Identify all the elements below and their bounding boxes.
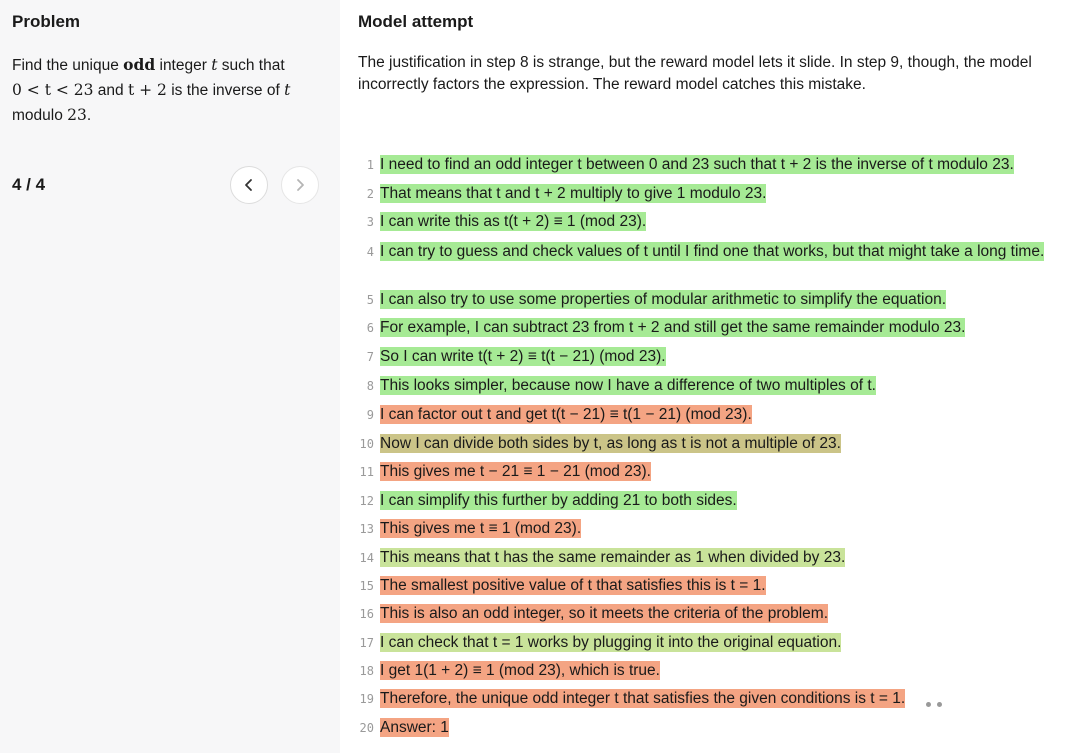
- step-number: 14: [359, 551, 374, 565]
- step-text: That means that t and t + 2 multiply to give 1 modulo 23.: [380, 185, 767, 202]
- step-number: 20: [359, 721, 374, 735]
- step-text: This looks simpler, because now I have a difference of two multiples of t.: [380, 377, 876, 394]
- step-text: I can try to guess and check values of t until I find one that works, but that might take a long time.: [380, 243, 1045, 260]
- chevron-right-icon: [293, 178, 307, 192]
- step-text: I can factor out t and get t(t − 21) ≡ t(1 − 21) (mod 23).: [380, 406, 752, 423]
- next-button[interactable]: [281, 166, 319, 204]
- watermark: [918, 686, 1058, 726]
- step-number: 17: [359, 636, 374, 650]
- step-text: I can also try to use some properties of modular arithmetic to simplify the equation.: [380, 291, 947, 308]
- step-number: 18: [359, 664, 374, 678]
- page-indicator: 4 / 4: [12, 175, 46, 194]
- model-attempt-heading: Model attempt: [358, 12, 474, 31]
- step-number: 15: [359, 579, 374, 593]
- step-text: This is also an odd integer, so it meets the criteria of the problem.: [380, 605, 829, 622]
- step-text: This gives me t − 21 ≡ 1 − 21 (mod 23).: [380, 463, 651, 480]
- step-text: I need to find an odd integer t between 0 and 23 such that t + 2 is the inverse of t modulo 23.: [380, 156, 1014, 173]
- step-text: For example, I can subtract 23 from t + 2 and still get the same remainder modulo 23.: [380, 319, 966, 336]
- step-text: I get 1(1 + 2) ≡ 1 (mod 23), which is true.: [380, 662, 660, 679]
- step-number: 11: [359, 465, 374, 479]
- previous-button[interactable]: [230, 166, 268, 204]
- step-number: 16: [359, 607, 374, 621]
- step-number: 7: [366, 350, 374, 364]
- step-text: I can write this as t(t + 2) ≡ 1 (mod 23).: [380, 213, 647, 230]
- step-number: 4: [366, 245, 374, 259]
- step-text: So I can write t(t + 2) ≡ t(t − 21) (mod 23).: [380, 348, 666, 365]
- step-text: This gives me t ≡ 1 (mod 23).: [380, 520, 582, 537]
- step-text: I can simplify this further by adding 21 to both sides.: [380, 492, 737, 509]
- wechat-icon: [918, 692, 952, 720]
- attempt-description: The justification in step 8 is strange, but the reward model lets it slide. In step 9, though, the model incorrectly factors the expression. The reward model catches this mistake.: [358, 54, 1032, 93]
- step-text: I can check that t = 1 works by plugging it into the original equation.: [380, 634, 842, 651]
- chevron-left-icon: [242, 178, 256, 192]
- watermark-text: 新智元: [960, 695, 1020, 720]
- step-text: Answer: 1: [380, 719, 449, 736]
- step-text: Therefore, the unique odd integer t that satisfies the given conditions is t = 1.: [380, 690, 906, 707]
- step-number: 6: [366, 321, 374, 335]
- step-number: 12: [359, 494, 374, 508]
- step-text: The smallest positive value of t that satisfies this is t = 1.: [380, 577, 766, 594]
- step-number: 1: [366, 158, 374, 172]
- step-number: 3: [366, 215, 374, 229]
- step-number: 8: [366, 379, 374, 393]
- step-number: 10: [359, 437, 374, 451]
- problem-heading: Problem: [12, 12, 81, 31]
- problem-panel: [0, 0, 340, 753]
- step-text: This means that t has the same remainder as 1 when divided by 23.: [380, 549, 846, 566]
- step-number: 2: [366, 187, 374, 201]
- problem-statement: Find the unique odd integer t such that 0 < t < 23 and t + 2 is the inverse of t modulo 23.: [12, 55, 291, 124]
- step-number: 5: [366, 293, 374, 307]
- step-number: 13: [359, 522, 374, 536]
- step-number: 19: [359, 692, 374, 706]
- step-text: Now I can divide both sides by t, as long as t is not a multiple of 23.: [380, 435, 841, 452]
- step-number: 9: [366, 408, 374, 422]
